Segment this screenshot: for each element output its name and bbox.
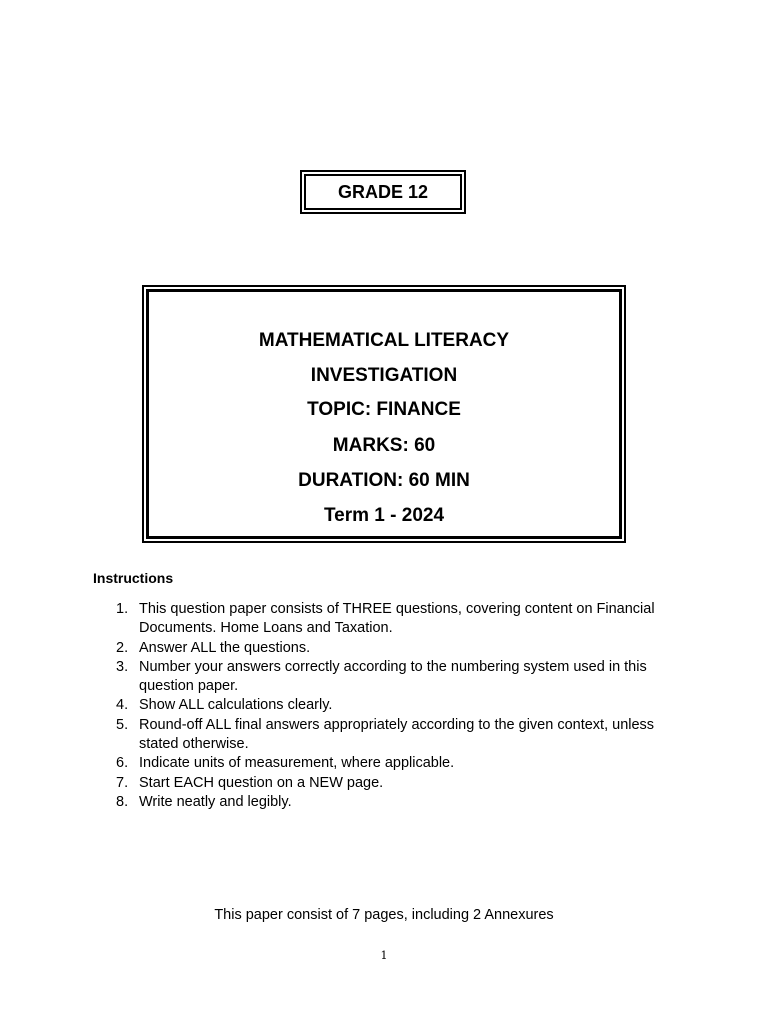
instruction-text: Indicate units of measurement, where applicable. (139, 755, 455, 772)
cover-box (142, 285, 626, 543)
instruction-number: 8. (116, 793, 129, 810)
instruction-number: 5. (116, 716, 129, 733)
instruction-text: Number your answers correctly according to the numbering system used in this question paper. (139, 658, 647, 695)
instructions-heading: Instructions (93, 570, 174, 586)
instruction-text: Answer ALL the questions. (139, 639, 311, 656)
topic: TOPIC: FINANCE (307, 399, 461, 420)
assessment-type: INVESTIGATION (310, 365, 458, 386)
instruction-item (93, 716, 693, 755)
instruction-number: 4. (116, 697, 129, 714)
instruction-item (93, 754, 693, 773)
instruction-text: Show ALL calculations clearly. (139, 697, 333, 714)
instructions-list (93, 600, 693, 812)
instruction-text: This question paper consists of THREE questions, covering content on Financial Documents. Home Loans and Taxation. (139, 601, 655, 637)
instruction-number: 7. (116, 774, 129, 791)
instruction-item (93, 774, 693, 793)
instruction-item (93, 793, 693, 812)
subject-title: MATHEMATICAL LITERACY (258, 330, 510, 351)
cover-box-inner (146, 289, 622, 539)
instruction-text: Start EACH question on a NEW page. (139, 774, 384, 791)
instruction-number: 1. (116, 601, 129, 617)
instruction-text: Write neatly and legibly. (139, 793, 292, 810)
instruction-item (93, 696, 693, 715)
grade-label: GRADE 12 (304, 174, 462, 210)
instruction-number: 3. (116, 658, 129, 675)
page-number: 1 (380, 949, 388, 962)
grade-box (300, 170, 466, 214)
instruction-item (93, 639, 693, 658)
instruction-number: 6. (116, 755, 129, 772)
instruction-number: 2. (116, 639, 129, 656)
instruction-text: Round-off ALL final answers appropriately according to the given context, unless stated otherwise. (139, 716, 655, 753)
page-count-note: This paper consist of 7 pages, including 2 Annexures (214, 907, 554, 923)
instruction-item (93, 600, 693, 639)
duration: DURATION: 60 MIN (298, 470, 470, 491)
term: Term 1 - 2024 (323, 505, 445, 526)
marks: MARKS: 60 (332, 435, 436, 456)
instruction-item (93, 658, 693, 697)
